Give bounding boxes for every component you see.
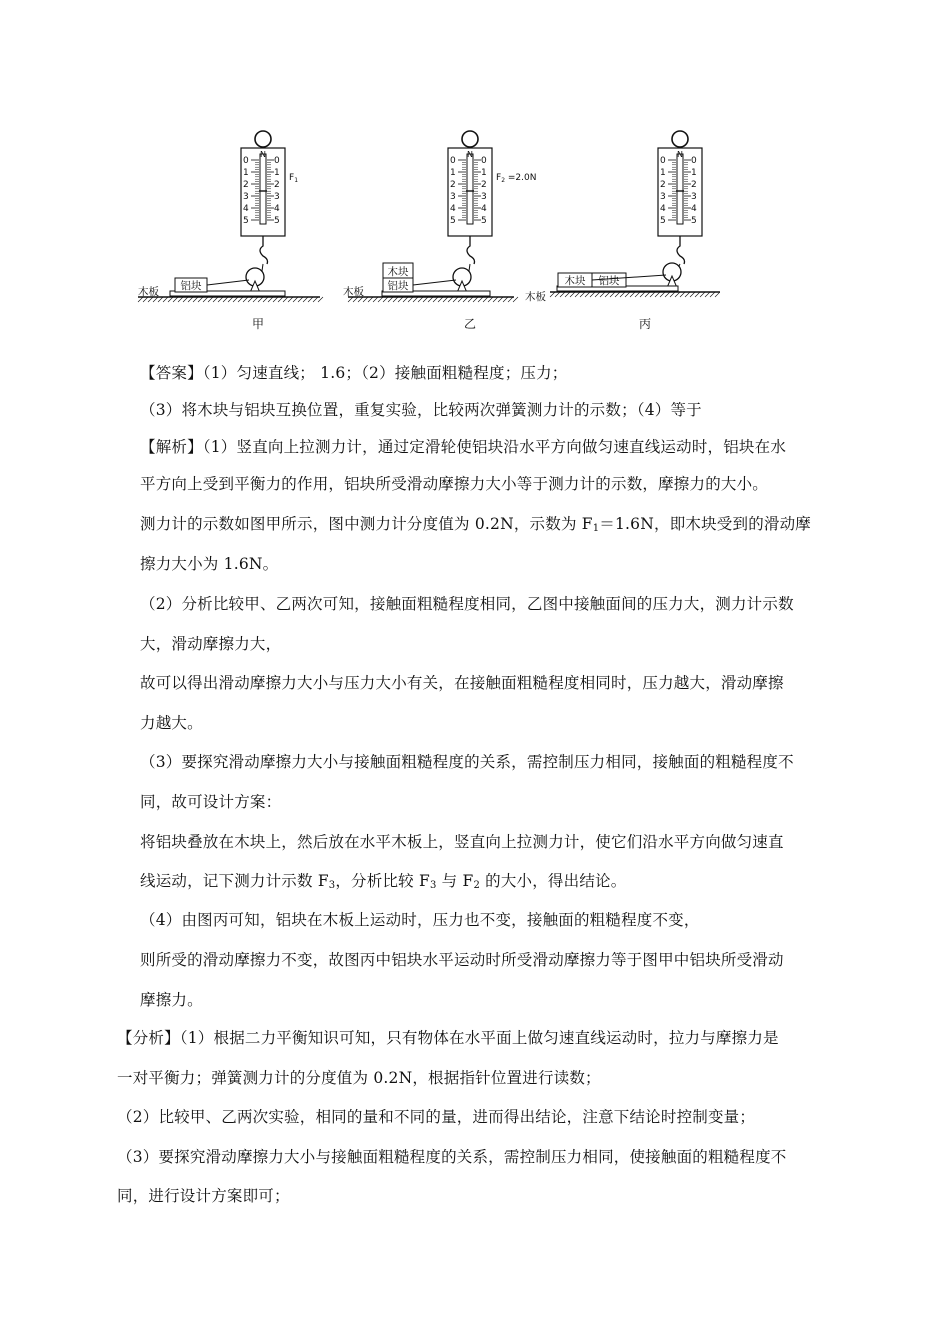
- method-line: 一对平衡力；弹簧测力计的分度值为 0.2N，根据指针位置进行读数；: [117, 1069, 601, 1087]
- board-label: 木板: [138, 286, 159, 298]
- ground-hatch: [293, 297, 298, 302]
- meter-hook-icon: [467, 236, 475, 264]
- analysis-line: 平方向上受到平衡力的作用，铝块所受滑动摩擦力大小等于测力计的示数，摩擦力的大小。: [140, 475, 769, 493]
- scale-right-tick-label: 0: [274, 156, 280, 166]
- ground-hatch: [670, 292, 675, 297]
- block-label: 木块: [387, 266, 409, 278]
- scale-right-tick-label: 2: [691, 180, 697, 190]
- block-label: 铝块: [598, 275, 620, 287]
- ground-hatch: [453, 297, 458, 302]
- scale-left-tick-label: 0: [450, 156, 456, 166]
- ground-hatch: [710, 292, 715, 297]
- ground-hatch: [198, 297, 203, 302]
- ground-hatch: [413, 297, 418, 302]
- panel-caption: 丙: [638, 317, 652, 331]
- ground-hatch: [438, 297, 443, 302]
- scale-left-tick-label: 2: [660, 180, 666, 190]
- scale-right-tick-label: 1: [274, 168, 280, 178]
- ground-hatch: [655, 292, 660, 297]
- spring-scale-tube: [260, 154, 266, 224]
- ground-hatch: [605, 292, 610, 297]
- scale-right-tick-label: 3: [274, 192, 280, 202]
- ground-hatch: [443, 297, 448, 302]
- ground-hatch: [183, 297, 188, 302]
- board-label: 木板: [525, 291, 546, 303]
- ground-hatch: [645, 292, 650, 297]
- ground-hatch: [178, 297, 183, 302]
- scale-right-tick-label: 5: [691, 216, 697, 226]
- string-horizontal: [207, 280, 249, 285]
- ground-hatch: [498, 297, 503, 302]
- meter-ring-icon: [462, 131, 478, 147]
- ground-hatch: [193, 297, 198, 302]
- ground-hatch: [248, 297, 253, 302]
- scale-right-tick-label: 5: [274, 216, 280, 226]
- ground-hatch: [560, 292, 565, 297]
- ground-hatch: [715, 292, 720, 297]
- scale-left-tick-label: 1: [450, 168, 456, 178]
- ground-hatch: [660, 292, 665, 297]
- scale-left-tick-label: 5: [450, 216, 456, 226]
- scale-right-tick-label: 3: [481, 192, 487, 202]
- block-label: 铝块: [387, 280, 409, 292]
- ground-hatch: [565, 292, 570, 297]
- ground-hatch: [398, 297, 403, 302]
- scale-left-tick-label: 1: [243, 168, 249, 178]
- scale-right-tick-label: 3: [691, 192, 697, 202]
- scale-left-tick-label: 0: [660, 156, 666, 166]
- ground-hatch: [318, 297, 323, 302]
- spring-scale-tube: [677, 154, 683, 224]
- method-line: 同，进行设计方案即可；: [117, 1187, 290, 1205]
- meter-unit-label: N: [260, 150, 266, 159]
- ground-hatch: [635, 292, 640, 297]
- method-line: （3）要探究滑动摩擦力大小与接触面粗糙程度的关系，需控制压力相同，使接触面的粗糙程度不: [117, 1148, 787, 1166]
- analysis-line: 摩擦力。: [140, 991, 203, 1009]
- answer-line: （3）将木块与铝块互换位置，重复实验，比较两次弹簧测力计的示数；（4）等于: [140, 401, 702, 419]
- ground-hatch: [508, 297, 513, 302]
- analysis-line: （2）分析比较甲、乙两次可知，接触面粗糙程度相同，乙图中接触面间的压力大，测力计示数: [140, 595, 794, 613]
- string-vertical: [679, 264, 680, 266]
- ground-hatch: [243, 297, 248, 302]
- ground-hatch: [238, 297, 243, 302]
- ground-hatch: [418, 297, 423, 302]
- ground-hatch: [478, 297, 483, 302]
- ground-hatch: [368, 297, 373, 302]
- meter-unit-label: N: [677, 150, 683, 159]
- ground-hatch: [373, 297, 378, 302]
- scale-left-tick-label: 1: [660, 168, 666, 178]
- ground-hatch: [308, 297, 313, 302]
- ground-hatch: [685, 292, 690, 297]
- ground-hatch: [585, 292, 590, 297]
- analysis-line: 擦力大小为 1.6N。: [140, 555, 279, 573]
- analysis-line: 线运动，记下测力计示数 $F_3$，分析比较 $F_3$ 与 $F_2$ 的大小，得出结论。: [140, 872, 627, 891]
- ground-hatch: [610, 292, 615, 297]
- analysis-line: （4）由图丙可知，铝块在木板上运动时，压力也不变，接触面的粗糙程度不变，: [140, 911, 700, 929]
- analysis-line: （3）要探究滑动摩擦力大小与接触面粗糙程度的关系，需控制压力相同，接触面的粗糙程度不: [140, 753, 794, 771]
- scale-left-tick-label: 3: [243, 192, 249, 202]
- ground-hatch: [268, 297, 273, 302]
- ground-hatch: [203, 297, 208, 302]
- scale-right-tick-label: 0: [691, 156, 697, 166]
- ground-hatch: [705, 292, 710, 297]
- answer-line: 【答案】（1）匀速直线； 1.6；（2）接触面粗糙程度；压力；: [140, 364, 568, 382]
- string-vertical: [469, 264, 470, 271]
- ground-hatch: [630, 292, 635, 297]
- ground-hatch: [188, 297, 193, 302]
- ground-hatch: [448, 297, 453, 302]
- ground-hatch: [700, 292, 705, 297]
- ground-hatch: [228, 297, 233, 302]
- ground-hatch: [173, 297, 178, 302]
- analysis-line: 则所受的滑动摩擦力不变，故图丙中铝块水平运动时所受滑动摩擦力等于图甲中铝块所受滑动: [140, 951, 784, 969]
- ground-hatch: [580, 292, 585, 297]
- analysis-line: 【解析】（1）竖直向上拉测力计，通过定滑轮使铝块沿水平方向做匀速直线运动时，铝块在水: [140, 438, 787, 456]
- ground-hatch: [313, 297, 318, 302]
- ground-hatch: [595, 292, 600, 297]
- ground-hatch: [233, 297, 238, 302]
- scale-right-tick-label: 2: [481, 180, 487, 190]
- ground-hatch: [600, 292, 605, 297]
- ground-hatch: [303, 297, 308, 302]
- ground-hatch: [428, 297, 433, 302]
- scale-right-tick-label: 0: [481, 156, 487, 166]
- experiment-figure: [130, 120, 720, 345]
- scale-left-tick-label: 3: [450, 192, 456, 202]
- ground-hatch: [208, 297, 213, 302]
- analysis-line: 故可以得出滑动摩擦力大小与压力大小有关，在接触面粗糙程度相同时，压力越大，滑动摩擦: [140, 674, 784, 692]
- meter-unit-label: N: [467, 150, 473, 159]
- ground-hatch: [163, 297, 168, 302]
- ground-hatch: [555, 292, 560, 297]
- ground-hatch: [423, 297, 428, 302]
- ground-hatch: [513, 297, 518, 302]
- ground-hatch: [408, 297, 413, 302]
- ground-hatch: [665, 292, 670, 297]
- scale-right-tick-label: 1: [481, 168, 487, 178]
- ground-hatch: [615, 292, 620, 297]
- meter-ring-icon: [672, 131, 688, 147]
- meter-ring-icon: [255, 131, 271, 147]
- analysis-line: 力越大。: [140, 714, 203, 732]
- method-line: （2）比较甲、乙两次实验，相同的量和不同的量，进而得出结论，注意下结论时控制变量；: [117, 1108, 756, 1126]
- scale-left-tick-label: 0: [243, 156, 249, 166]
- ground-hatch: [483, 297, 488, 302]
- ground-hatch: [590, 292, 595, 297]
- force-label: $F_1$: [289, 173, 299, 184]
- scale-left-tick-label: 4: [660, 204, 666, 214]
- ground-hatch: [288, 297, 293, 302]
- ground-hatch: [458, 297, 463, 302]
- spring-scale-tube: [467, 154, 473, 224]
- ground-hatch: [253, 297, 258, 302]
- ground-hatch: [473, 297, 478, 302]
- scale-left-tick-label: 5: [660, 216, 666, 226]
- ground-hatch: [550, 292, 555, 297]
- ground-hatch: [493, 297, 498, 302]
- scale-right-tick-label: 4: [481, 204, 487, 214]
- string-horizontal: [413, 280, 456, 285]
- ground-hatch: [393, 297, 398, 302]
- ground-hatch: [675, 292, 680, 297]
- string-vertical: [262, 264, 263, 271]
- ground-hatch: [575, 292, 580, 297]
- ground-hatch: [278, 297, 283, 302]
- ground-hatch: [403, 297, 408, 302]
- ground-hatch: [298, 297, 303, 302]
- scale-right-tick-label: 5: [481, 216, 487, 226]
- ground-hatch: [625, 292, 630, 297]
- ground-hatch: [503, 297, 508, 302]
- analysis-line: 大，滑动摩擦力大，: [140, 635, 282, 653]
- block-label: 铝块: [180, 280, 202, 292]
- board-label: 木板: [343, 286, 364, 298]
- meter-hook-icon: [677, 236, 685, 264]
- scale-right-tick-label: 4: [691, 204, 697, 214]
- force-label: $F_2 =2.0N$: [496, 173, 537, 184]
- ground-hatch: [258, 297, 263, 302]
- panel-caption: 乙: [463, 317, 477, 331]
- ground-hatch: [383, 297, 388, 302]
- scale-left-tick-label: 4: [450, 204, 456, 214]
- ground-hatch: [695, 292, 700, 297]
- ground-hatch: [650, 292, 655, 297]
- scale-right-tick-label: 2: [274, 180, 280, 190]
- scale-left-tick-label: 2: [450, 180, 456, 190]
- ground-hatch: [488, 297, 493, 302]
- analysis-line: 测力计的示数如图甲所示，图中测力计分度值为 0.2N，示数为 $F_1=1.6N$，即木块受到的滑动摩: [140, 515, 812, 534]
- scale-right-tick-label: 1: [691, 168, 697, 178]
- ground-hatch: [680, 292, 685, 297]
- block-label: 木块: [564, 275, 586, 287]
- ground-hatch: [433, 297, 438, 302]
- ground-hatch: [463, 297, 468, 302]
- meter-hook-icon: [260, 236, 268, 264]
- scale-left-tick-label: 4: [243, 204, 249, 214]
- ground-hatch: [273, 297, 278, 302]
- method-line: 【分析】（1）根据二力平衡知识可知，只有物体在水平面上做匀速直线运动时，拉力与摩擦力是: [117, 1029, 779, 1047]
- ground-hatch: [263, 297, 268, 302]
- ground-hatch: [620, 292, 625, 297]
- scale-left-tick-label: 3: [660, 192, 666, 202]
- scale-left-tick-label: 2: [243, 180, 249, 190]
- ground-hatch: [640, 292, 645, 297]
- ground-hatch: [468, 297, 473, 302]
- ground-hatch: [218, 297, 223, 302]
- ground-hatch: [168, 297, 173, 302]
- ground-hatch: [213, 297, 218, 302]
- ground-hatch: [223, 297, 228, 302]
- ground-hatch: [283, 297, 288, 302]
- ground-hatch: [378, 297, 383, 302]
- scale-right-tick-label: 4: [274, 204, 280, 214]
- panel-caption: 甲: [251, 317, 265, 331]
- ground-hatch: [690, 292, 695, 297]
- ground-hatch: [388, 297, 393, 302]
- ground-hatch: [570, 292, 575, 297]
- analysis-line: 同，故可设计方案：: [140, 793, 282, 811]
- analysis-line: 将铝块叠放在木块上，然后放在水平木板上，竖直向上拉测力计，使它们沿水平方向做匀速直: [140, 833, 784, 851]
- scale-left-tick-label: 5: [243, 216, 249, 226]
